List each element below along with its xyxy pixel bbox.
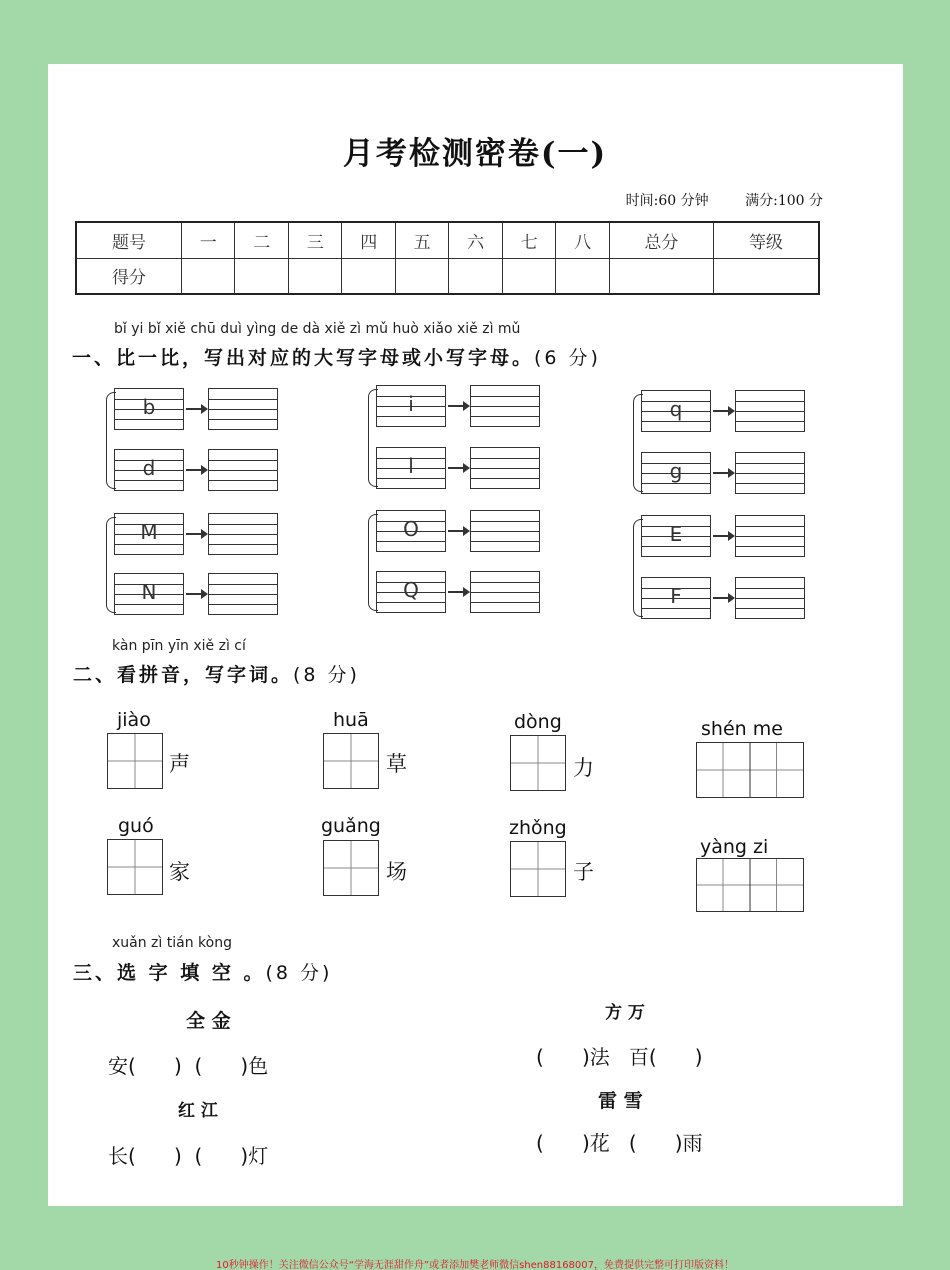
given-letter: g <box>669 459 683 483</box>
given-letter-box <box>114 573 184 615</box>
given-letter-box <box>376 510 446 552</box>
writing-grid[interactable] <box>323 840 379 896</box>
score-cell: 一 <box>182 222 235 258</box>
choice-options: 方 万 <box>605 1003 645 1023</box>
given-letter-box <box>376 447 446 489</box>
answer-letter-box[interactable] <box>735 577 805 619</box>
answer-letter-box[interactable] <box>470 385 540 427</box>
score-table <box>75 221 820 295</box>
arrow-icon <box>186 589 208 599</box>
score-cell: 七 <box>502 222 555 258</box>
fill-blank-line[interactable]: ( )花 ( )雨 <box>536 1131 703 1155</box>
score-cell: 八 <box>556 222 609 258</box>
given-letter-box <box>376 571 446 613</box>
score-cell: 六 <box>449 222 502 258</box>
score-input-cell[interactable] <box>609 258 713 294</box>
given-letter: i <box>408 392 414 416</box>
score-input-cell[interactable] <box>502 258 555 294</box>
answer-letter-box[interactable] <box>470 571 540 613</box>
given-letter: b <box>142 395 156 419</box>
pinyin-label: dòng <box>514 711 562 733</box>
section1-title: 一、比一比，写出对应的大写字母或小写字母。 <box>72 347 535 369</box>
choice-options: 全 金 <box>186 1010 231 1032</box>
given-letter: l <box>408 454 414 478</box>
answer-letter-box[interactable] <box>470 510 540 552</box>
answer-letter-box[interactable] <box>208 513 278 555</box>
section1-points: (6 分) <box>534 347 601 369</box>
section2-points: (8 分) <box>293 664 360 686</box>
footer-note: 10秒钟操作！关注微信公众号“学海无涯甜作舟”或者添加樊老师微信shen88168007，免费提供完整可打印版资料！ <box>215 1260 735 1270</box>
score-table-header-row <box>76 222 819 258</box>
score-input-cell[interactable] <box>395 258 448 294</box>
given-char: 草 <box>386 752 407 776</box>
given-letter-box <box>641 515 711 557</box>
given-letter: N <box>141 580 157 604</box>
score-input-cell[interactable] <box>182 258 235 294</box>
pinyin-label: zhǒng <box>509 817 567 839</box>
pinyin-label: shén me <box>701 718 783 740</box>
writing-grid-double[interactable] <box>696 742 804 798</box>
arrow-icon <box>186 465 208 475</box>
page-title: 月考检测密卷(一) <box>342 136 608 172</box>
pinyin-label: yàng zi <box>700 836 769 858</box>
exam-meta <box>594 190 823 210</box>
score-cell: 四 <box>342 222 395 258</box>
score-input-cell[interactable] <box>713 258 819 294</box>
score-cell: 五 <box>395 222 448 258</box>
pinyin-label: guǎng <box>321 815 381 837</box>
given-letter: d <box>142 456 156 480</box>
fill-blank-line[interactable]: 长( ) ( )灯 <box>108 1144 269 1168</box>
arrow-icon <box>713 406 735 416</box>
section3-heading <box>73 958 332 985</box>
given-letter: M <box>140 520 158 544</box>
choice-options: 雷 雪 <box>598 1090 643 1112</box>
given-letter: O <box>403 517 419 541</box>
section3-title: 三、选 字 填 空 。 <box>73 962 266 984</box>
score-input-cell[interactable] <box>556 258 609 294</box>
given-letter: F <box>670 584 682 608</box>
section2-heading <box>73 660 360 687</box>
writing-grid[interactable] <box>510 735 566 791</box>
writing-grid[interactable] <box>323 733 379 789</box>
choice-options: 红 江 <box>178 1101 218 1121</box>
pinyin-label: huā <box>333 709 369 731</box>
given-letter: q <box>669 397 683 421</box>
given-letter-box <box>114 513 184 555</box>
given-letter-box <box>641 577 711 619</box>
time-limit: 时间:60 分钟 <box>625 193 709 209</box>
given-letter-box <box>641 452 711 494</box>
writing-grid[interactable] <box>107 733 163 789</box>
writing-grid[interactable] <box>510 841 566 897</box>
arrow-icon <box>448 587 470 597</box>
pinyin-label: guó <box>118 815 154 837</box>
arrow-icon <box>448 526 470 536</box>
given-letter-box <box>376 385 446 427</box>
answer-letter-box[interactable] <box>470 447 540 489</box>
score-cell: 等级 <box>713 222 819 258</box>
answer-letter-box[interactable] <box>208 573 278 615</box>
arrow-icon <box>186 529 208 539</box>
score-table-score-row <box>76 258 819 294</box>
answer-letter-box[interactable] <box>735 452 805 494</box>
score-cell: 三 <box>288 222 341 258</box>
given-letter: E <box>669 522 683 546</box>
score-input-cell[interactable] <box>342 258 395 294</box>
arrow-icon <box>713 531 735 541</box>
writing-grid-double[interactable] <box>696 858 804 912</box>
score-input-cell[interactable] <box>235 258 288 294</box>
section1-heading <box>72 343 601 370</box>
answer-letter-box[interactable] <box>208 388 278 430</box>
score-cell: 二 <box>235 222 288 258</box>
section2-pinyin: kàn pīn yīn xiě zì cí <box>112 638 246 654</box>
fill-blank-line[interactable]: 安( ) ( )色 <box>108 1054 269 1078</box>
given-letter-box <box>641 390 711 432</box>
full-score: 满分:100 分 <box>745 193 823 209</box>
section3-pinyin: xuǎn zì tián kòng <box>112 935 232 951</box>
writing-grid[interactable] <box>107 839 163 895</box>
given-char: 场 <box>386 860 407 884</box>
given-char: 家 <box>169 860 190 884</box>
fill-blank-line[interactable]: ( )法 百( ) <box>536 1045 703 1069</box>
given-char: 子 <box>573 860 594 884</box>
arrow-icon <box>448 463 470 473</box>
answer-letter-box[interactable] <box>735 515 805 557</box>
pinyin-label: jiào <box>117 709 151 731</box>
given-letter-box <box>114 449 184 491</box>
score-input-cell[interactable] <box>449 258 502 294</box>
arrow-icon <box>713 593 735 603</box>
answer-letter-box[interactable] <box>735 390 805 432</box>
section3-points: (8 分) <box>265 962 333 984</box>
arrow-icon <box>186 404 208 414</box>
given-letter: Q <box>403 578 419 602</box>
given-char: 力 <box>573 756 594 780</box>
score-cell: 总分 <box>609 222 713 258</box>
section2-title: 二、看拼音，写字词。 <box>73 664 294 686</box>
score-input-cell[interactable] <box>288 258 341 294</box>
given-letter-box <box>114 388 184 430</box>
score-cell: 题号 <box>76 222 182 258</box>
given-char: 声 <box>169 752 190 776</box>
arrow-icon <box>448 401 470 411</box>
arrow-icon <box>713 468 735 478</box>
section1-pinyin: bǐ yi bǐ xiě chū duì yìng de dà xiě zì mǔ huò xiǎo xiě zì mǔ <box>114 321 521 337</box>
score-row-label: 得分 <box>76 258 182 294</box>
answer-letter-box[interactable] <box>208 449 278 491</box>
